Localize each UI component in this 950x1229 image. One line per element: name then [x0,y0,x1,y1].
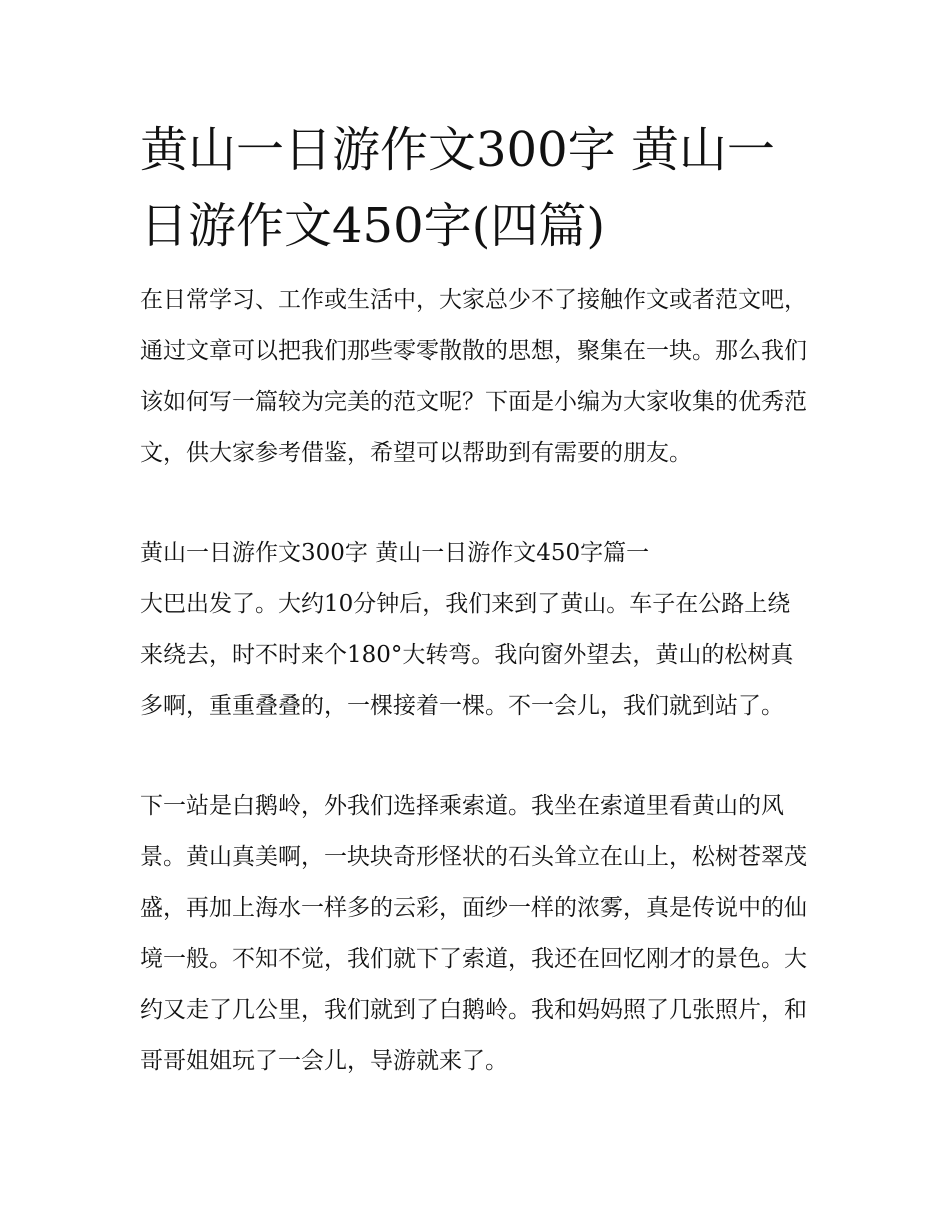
body-paragraph: 下一站是白鹅岭，外我们选择乘索道。我坐在索道里看黄山的风景。黄山真美啊，一块块奇形怪状的石头耸立在山上，松树苍翠茂盛，再加上海水一样多的云彩，面纱一样的浓雾，真是传说中的仙境一般。不知不觉，我们就下了索道，我还在回忆刚才的景色。大约又走了几公里，我们就到了白鹅岭。我和妈妈照了几张照片，和哥哥姐姐玩了一会儿，导游就来了。 [140,793,807,1074]
body-paragraph: 大巴出发了。大约10分钟后，我们来到了黄山。车子在公路上绕来绕去，时不时来个180°大转弯。我向窗外望去，黄山的松树真多啊，重重叠叠的，一棵接着一棵。不一会儿，我们就到站了。 [140,591,794,719]
section-heading: 黄山一日游作文300字 黄山一日游作文450字篇一 [140,540,650,566]
document-title: 黄山一日游作文300字 黄山一日游作文450字(四篇) [140,122,775,254]
intro-paragraph: 在日常学习、工作或生活中，大家总少不了接触作文或者范文吧，通过文章可以把我们那些零零散散的思想，聚集在一块。那么我们该如何写一篇较为完美的范文呢？下面是小编为大家收集的优秀范文，供大家参考借鉴，希望可以帮助到有需要的朋友。 [140,287,807,466]
